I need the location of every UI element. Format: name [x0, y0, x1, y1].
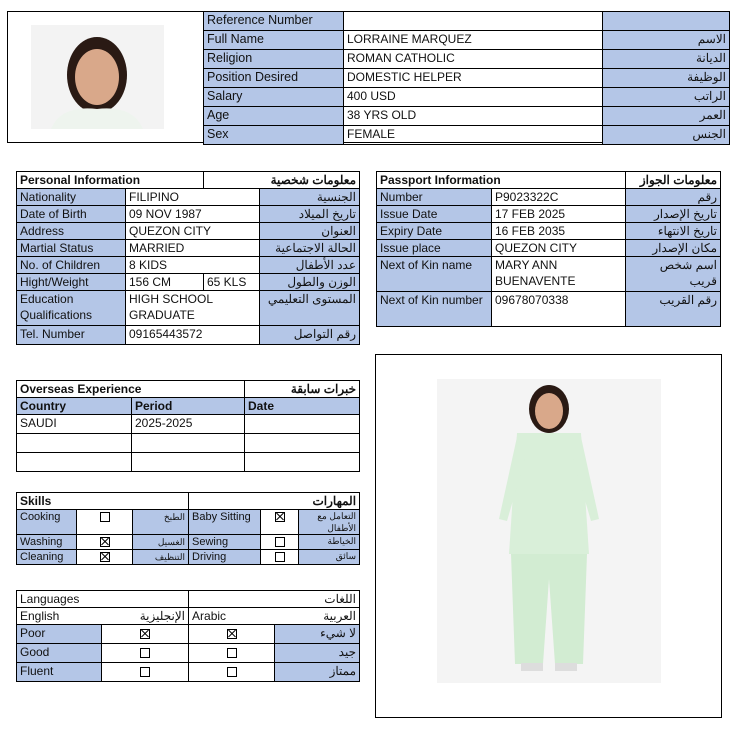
personal-label-ar: الحالة الاجتماعية: [260, 240, 360, 257]
header-row: [204, 107, 730, 126]
overseas-experience-table: [16, 380, 360, 472]
kin-name-label: Next of Kin name: [377, 257, 492, 292]
skill-label-ar: الخياطة: [299, 535, 360, 550]
kin-name-label-ar: اسم شخص قريب: [626, 257, 721, 292]
languages-table: [16, 590, 360, 682]
language-level-row: [17, 663, 360, 682]
personal-row: [17, 206, 360, 223]
arabic-checkbox-cell: [189, 663, 275, 682]
header-row: [204, 31, 730, 50]
skill-checkbox-cell: [261, 535, 299, 550]
header-label: Age: [204, 107, 344, 126]
personal-row-education: [17, 291, 360, 326]
overseas-cell: [132, 434, 245, 453]
tel-label: Tel. Number: [17, 326, 126, 345]
personal-row: [17, 189, 360, 206]
header-row: [204, 88, 730, 107]
personal-row: [17, 223, 360, 240]
passport-label-ar: تاريخ الإصدار: [626, 206, 721, 223]
arabic-checkbox-cell: [189, 644, 275, 663]
header-row: [204, 126, 730, 145]
skills-table: [16, 492, 360, 565]
portrait-photo: [31, 25, 164, 129]
passport-value: QUEZON CITY: [492, 240, 626, 257]
header-label: Reference Number: [204, 12, 344, 31]
kin-number-label-ar: رقم القريب: [626, 292, 721, 327]
overseas-column-header: Country: [17, 398, 132, 415]
passport-row: [377, 189, 721, 206]
personal-label-ar: العنوان: [260, 223, 360, 240]
skill-checkbox-cell: [77, 535, 133, 550]
overseas-cell: 2025-2025: [132, 415, 245, 434]
language-level-label-ar: جيد: [275, 644, 360, 663]
overseas-cell: [245, 434, 360, 453]
skill-checkbox-cell: [261, 510, 299, 535]
skill-checkbox-cell: [261, 550, 299, 565]
overseas-row: [17, 415, 360, 434]
skills-title-en: Skills: [17, 493, 189, 510]
header-label-ar: الجنس: [603, 126, 730, 145]
full-body-photo: [437, 379, 661, 683]
skill-checkbox[interactable]: [100, 552, 110, 562]
overseas-row: [17, 453, 360, 472]
language-level-label: Poor: [17, 625, 102, 644]
passport-label: Number: [377, 189, 492, 206]
header-label-ar: الوظيفة: [603, 69, 730, 88]
personal-row-height-weight: [17, 274, 360, 291]
passport-info-table: [376, 171, 721, 327]
passport-row: [377, 223, 721, 240]
overseas-cell: [17, 434, 132, 453]
skill-checkbox[interactable]: [275, 537, 285, 547]
header-value: FEMALE: [344, 126, 603, 145]
skill-label-ar: التعامل مع الأطفال: [299, 510, 360, 535]
kin-name-value: MARY ANN BUENAVENTE: [492, 257, 626, 292]
passport-title-ar: معلومات الجواز: [626, 172, 721, 189]
passport-label: Issue place: [377, 240, 492, 257]
header-label: Sex: [204, 126, 344, 145]
header-value: 38 YRS OLD: [344, 107, 603, 126]
passport-title-en: Passport Information: [377, 172, 626, 189]
arabic-checkbox[interactable]: [227, 629, 237, 639]
overseas-column-header: Date: [245, 398, 360, 415]
header-label-ar: الديانة: [603, 50, 730, 69]
personal-info-table: [16, 171, 360, 345]
skill-label-ar: التنظيف: [133, 550, 189, 565]
skill-label-ar: الطبخ: [133, 510, 189, 535]
header-row: [204, 69, 730, 88]
personal-label: Address: [17, 223, 126, 240]
overseas-cell: [245, 453, 360, 472]
personal-label-ar: تاريخ الميلاد: [260, 206, 360, 223]
overseas-header-row: [17, 398, 360, 415]
personal-row-tel: [17, 326, 360, 345]
personal-value: 09 NOV 1987: [126, 206, 260, 223]
personal-value: 8 KIDS: [126, 257, 260, 274]
arabic-checkbox-cell: [189, 625, 275, 644]
personal-value: QUEZON CITY: [126, 223, 260, 240]
languages-title-en: Languages: [17, 591, 189, 608]
overseas-cell: [132, 453, 245, 472]
header-row: [204, 12, 730, 31]
overseas-row: [17, 434, 360, 453]
header-value: ROMAN CATHOLIC: [344, 50, 603, 69]
kin-number-label: Next of Kin number: [377, 292, 492, 327]
skills-row: [17, 535, 360, 550]
english-checkbox-cell: [102, 625, 189, 644]
language-level-label: Good: [17, 644, 102, 663]
passport-label-ar: مكان الإصدار: [626, 240, 721, 257]
passport-label-ar: تاريخ الانتهاء: [626, 223, 721, 240]
skill-label: Cleaning: [17, 550, 77, 565]
language-level-row: [17, 625, 360, 644]
passport-value: 17 FEB 2025: [492, 206, 626, 223]
personal-row: [17, 240, 360, 257]
skill-label: Sewing: [189, 535, 261, 550]
overseas-title-ar: خبرات سابقة: [245, 381, 360, 398]
header-label: Position Desired: [204, 69, 344, 88]
overseas-title-en: Overseas Experience: [17, 381, 245, 398]
arabic-label-ar: العربية: [323, 609, 357, 623]
personal-title-en: Personal Information: [17, 172, 204, 189]
skill-checkbox[interactable]: [275, 512, 285, 522]
personal-label-ar: عدد الأطفال: [260, 257, 360, 274]
personal-label: Martial Status: [17, 240, 126, 257]
tel-label-ar: رقم التواصل: [260, 326, 360, 345]
education-label-ar: المستوى التعليمي: [260, 291, 360, 326]
passport-value: P9023322C: [492, 189, 626, 206]
language-level-label-ar: لا شيء: [275, 625, 360, 644]
kin-number-value: 09678070338: [492, 292, 626, 327]
skill-checkbox[interactable]: [100, 512, 110, 522]
skills-title-ar: المهارات: [189, 493, 360, 510]
english-checkbox-cell: [102, 644, 189, 663]
arabic-checkbox[interactable]: [227, 667, 237, 677]
language-level-label-ar: ممتاز: [275, 663, 360, 682]
language-level-row: [17, 644, 360, 663]
skill-label-ar: الغسيل: [133, 535, 189, 550]
overseas-cell: [17, 453, 132, 472]
passport-row: [377, 206, 721, 223]
arabic-header: [189, 608, 360, 625]
passport-label-ar: رقم: [626, 189, 721, 206]
header-label: Salary: [204, 88, 344, 107]
passport-row-kin-number: [377, 292, 721, 327]
personal-label: Date of Birth: [17, 206, 126, 223]
header-value: DOMESTIC HELPER: [344, 69, 603, 88]
skill-label: Baby Sitting: [189, 510, 261, 535]
english-checkbox[interactable]: [140, 629, 150, 639]
header-label-ar: الراتب: [603, 88, 730, 107]
personal-label: Nationality: [17, 189, 126, 206]
header-value: LORRAINE MARQUEZ: [344, 31, 603, 50]
skill-checkbox-cell: [77, 510, 133, 535]
overseas-cell: SAUDI: [17, 415, 132, 434]
passport-row: [377, 240, 721, 257]
header-label-ar: العمر: [603, 107, 730, 126]
height-weight-label: Hight/Weight: [17, 274, 126, 291]
header-label: Full Name: [204, 31, 344, 50]
personal-row: [17, 257, 360, 274]
personal-value: MARRIED: [126, 240, 260, 257]
education-value: HIGH SCHOOL GRADUATE: [126, 291, 260, 326]
english-checkbox-cell: [102, 663, 189, 682]
education-label: Education Qualifications: [17, 291, 126, 326]
header-label: Religion: [204, 50, 344, 69]
personal-label-ar: الجنسية: [260, 189, 360, 206]
english-label: English: [20, 609, 60, 623]
personal-value: FILIPINO: [126, 189, 260, 206]
header-table: [203, 11, 730, 145]
height-weight-label-ar: الوزن والطول: [260, 274, 360, 291]
skill-checkbox[interactable]: [100, 537, 110, 547]
passport-row-kin: [377, 257, 721, 292]
header-label-ar: الاسم: [603, 31, 730, 50]
skills-row: [17, 510, 360, 535]
english-header: [17, 608, 189, 625]
overseas-cell: [245, 415, 360, 434]
skills-row: [17, 550, 360, 565]
english-checkbox[interactable]: [140, 667, 150, 677]
tel-value: 09165443572: [126, 326, 260, 345]
header-row: [204, 50, 730, 69]
arabic-label: Arabic: [192, 609, 227, 623]
english-label-ar: الإنجليزية: [139, 609, 186, 623]
skill-label-ar: سائق: [299, 550, 360, 565]
weight-value: 65 KLS: [204, 274, 260, 291]
skill-checkbox-cell: [77, 550, 133, 565]
header-label-ar: [603, 12, 730, 31]
height-value: 156 CM: [126, 274, 204, 291]
header-value: [344, 12, 603, 31]
passport-label: Issue Date: [377, 206, 492, 223]
passport-label: Expiry Date: [377, 223, 492, 240]
passport-value: 16 FEB 2035: [492, 223, 626, 240]
skill-label: Cooking: [17, 510, 77, 535]
header-value: 400 USD: [344, 88, 603, 107]
overseas-column-header: Period: [132, 398, 245, 415]
arabic-checkbox[interactable]: [227, 648, 237, 658]
skill-label: Driving: [189, 550, 261, 565]
languages-title-ar: اللغات: [189, 591, 360, 608]
skill-checkbox[interactable]: [275, 552, 285, 562]
personal-label: No. of Children: [17, 257, 126, 274]
personal-title-ar: معلومات شخصية: [204, 172, 360, 189]
english-checkbox[interactable]: [140, 648, 150, 658]
language-level-label: Fluent: [17, 663, 102, 682]
skill-label: Washing: [17, 535, 77, 550]
